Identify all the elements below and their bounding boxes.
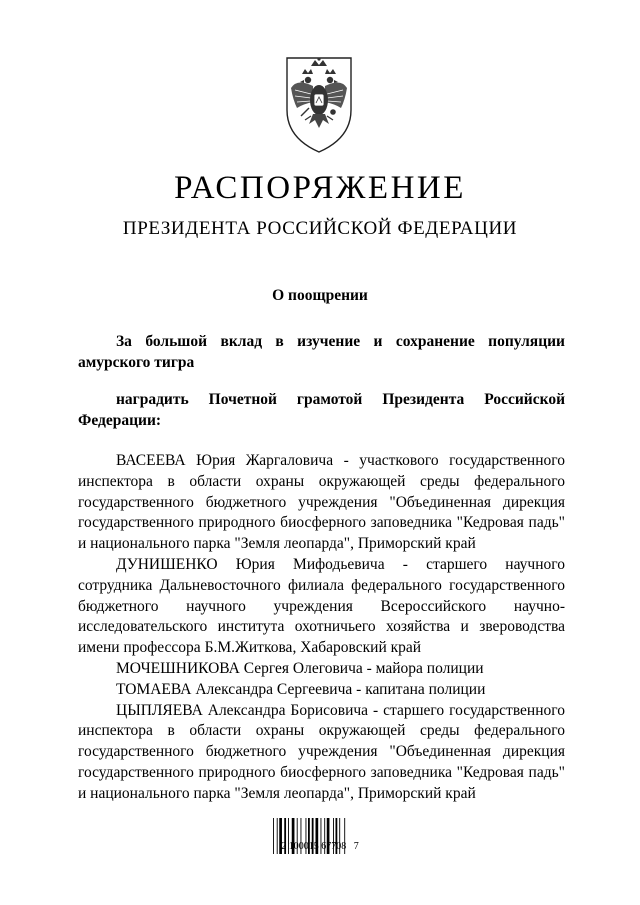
awardee-list — [78, 451, 565, 805]
reason-paragraph: За большой вклад в изучение и сохранение популяции амурского тигра — [78, 333, 565, 371]
awardee-item: ВАСЕЕВА Юрия Жаргаловича - участкового государственного инспектора в области охраны окружающей среды федерального государственного бюджетного учреждения "Объединенная дирекция государственного природного биосферного заповедника "Кедровая падь" и национального парка "Земля леопарда", Приморский край — [78, 452, 565, 553]
document-title: РАСПОРЯЖЕНИЕ — [174, 170, 466, 206]
document-subtitle: ПРЕЗИДЕНТА РОССИЙСКОЙ ФЕДЕРАЦИИ — [122, 218, 518, 239]
awardee-item: ЦЫПЛЯЕВА Александра Борисовича - старшего государственного инспектора в области охраны окружающей среды федерального государственного бюджетного учреждения "Объединенная дирекция государственного природного биосферного заповедника "Кедровая падь" и национального парка "Земля леопарда", Приморский край — [78, 701, 565, 802]
awardee-item: МОЧЕШНИКОВА Сергея Олеговича - майора полиции — [116, 659, 484, 677]
awardee-item: ТОМАЕВА Александра Сергеевича - капитана полиции — [116, 680, 486, 698]
barcode-number: 2 100015 67708 7 — [281, 841, 359, 852]
coat-of-arms-icon — [273, 52, 365, 156]
awardee-item: ДУНИШЕНКО Юрия Мифодьевича - старшего научного сотрудника Дальневосточного филиала федерального государственного бюджетного научного учреждения Всероссийского научно-исследовательского института охотничьего хозяйства и звероводства имени профессора Б.М.Житкова, Хабаровский край — [78, 555, 565, 657]
award-paragraph: наградить Почетной грамотой Президента Российской Федерации: — [78, 391, 565, 429]
document-heading: О поощрении — [272, 287, 368, 304]
